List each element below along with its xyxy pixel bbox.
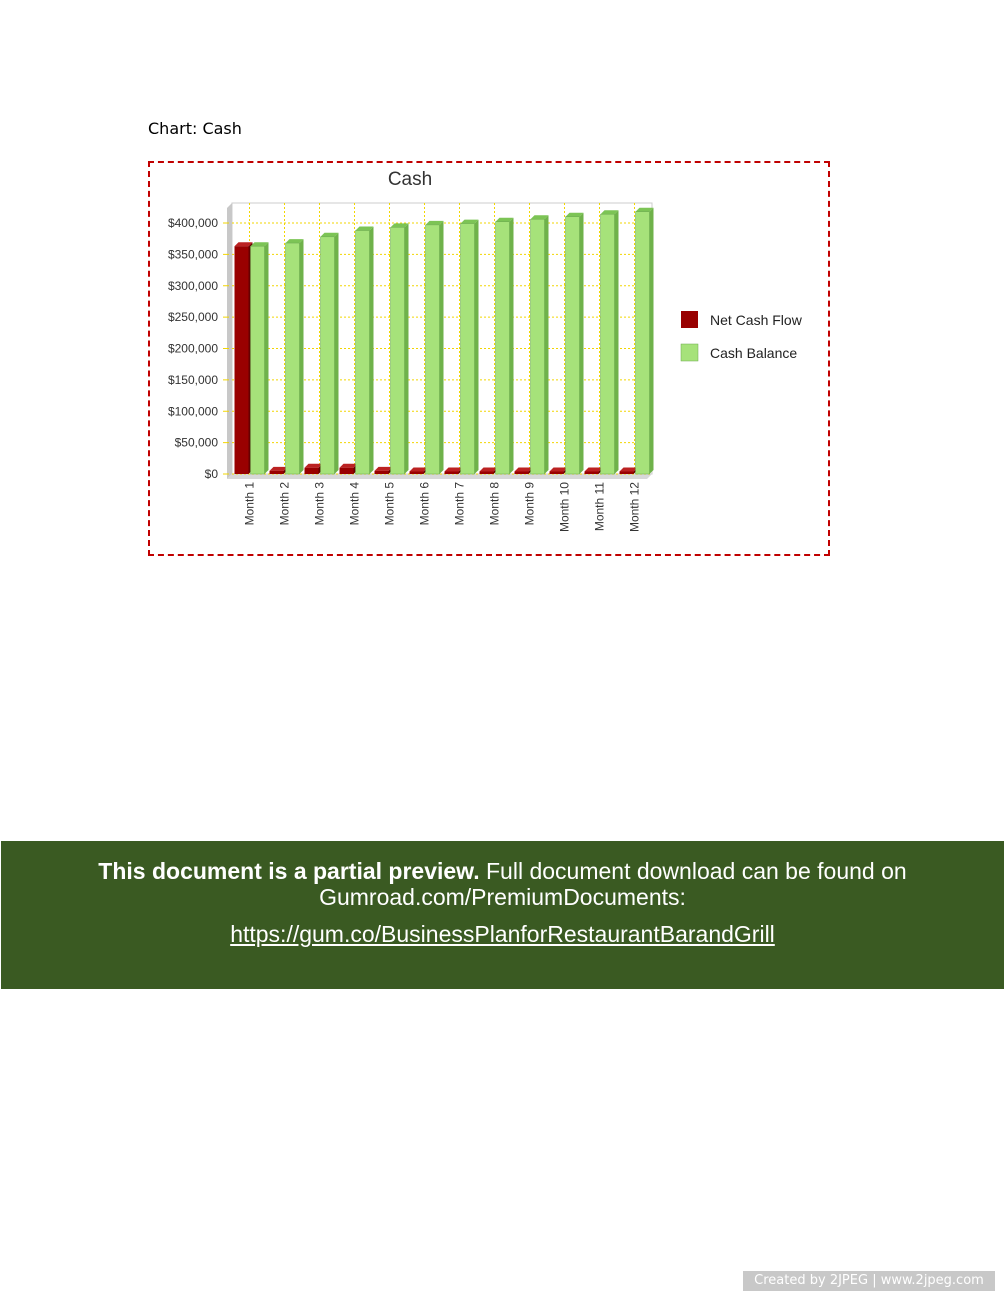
- net-cash-flow-bar: [410, 471, 424, 474]
- net-cash-flow-bar: [445, 471, 459, 474]
- y-tick-label: $100,000: [167, 404, 218, 419]
- x-tick-label: Month 1: [242, 482, 257, 526]
- cash-balance-bar-side: [545, 215, 549, 474]
- x-tick-label: Month 12: [627, 482, 642, 533]
- download-link[interactable]: https://gum.co/BusinessPlanforRestaurantBarandGrill: [230, 921, 775, 947]
- chart-title: Cash: [387, 169, 433, 190]
- chart-caption: Chart: Cash: [148, 119, 242, 138]
- cash-balance-bar-side: [475, 220, 479, 474]
- net-cash-flow-bar: [480, 471, 494, 474]
- net-cash-flow-bar: [585, 471, 599, 474]
- cash-balance-bar-side: [440, 221, 444, 474]
- cash-balance-bar: [426, 225, 440, 474]
- cash-balance-bar: [286, 243, 300, 474]
- x-tick-label: Month 5: [382, 482, 397, 526]
- cash-balance-bar-side: [265, 242, 269, 474]
- x-tick-label: Month 4: [347, 482, 362, 526]
- x-tick-label: Month 3: [312, 482, 327, 526]
- cash-balance-bar: [601, 214, 615, 474]
- net-cash-flow-bar: [305, 468, 319, 474]
- banner-text-rest: Full document download can be found on: [479, 858, 907, 884]
- net-cash-flow-bar: [375, 471, 389, 474]
- net-cash-flow-bar: [270, 471, 284, 474]
- legend-swatch-net-cash-flow: [681, 311, 698, 328]
- net-cash-flow-bar: [235, 246, 249, 474]
- cash-balance-bar: [251, 246, 265, 474]
- cash-balance-bar-side: [405, 223, 409, 474]
- cash-balance-bar-side: [370, 227, 374, 474]
- cash-balance-bar-side: [580, 213, 584, 474]
- cash-balance-bar-side: [615, 210, 619, 474]
- watermark: Created by 2JPEG | www.2jpeg.com: [743, 1271, 995, 1291]
- x-tick-label: Month 7: [452, 482, 467, 526]
- cash-balance-bar-side: [650, 208, 654, 474]
- y-tick-label: $150,000: [167, 372, 218, 387]
- chart-frame: [148, 161, 830, 556]
- banner-text-line2: Gumroad.com/PremiumDocuments:: [319, 884, 686, 910]
- x-tick-label: Month 11: [592, 482, 607, 532]
- banner-text: [1, 858, 1004, 910]
- cash-balance-bar-side: [300, 239, 304, 474]
- preview-banner: [1, 841, 1004, 989]
- y-tick-label: $400,000: [167, 216, 218, 230]
- y-tick-label: $50,000: [174, 435, 218, 450]
- x-tick-label: Month 8: [487, 482, 502, 526]
- cash-balance-bar-side: [335, 233, 339, 474]
- plot-left-wall: [227, 203, 232, 479]
- y-tick-label: $0: [204, 467, 218, 481]
- cash-balance-bar: [566, 217, 580, 474]
- cash-balance-bar: [391, 227, 405, 474]
- cash-balance-bar-side: [510, 218, 514, 474]
- net-cash-flow-bar: [515, 471, 529, 474]
- cash-balance-bar: [531, 219, 545, 474]
- cash-balance-bar: [356, 231, 370, 474]
- legend-label-cash-balance: Cash Balance: [710, 345, 798, 361]
- cash-chart: [150, 163, 828, 554]
- y-tick-label: $300,000: [167, 278, 218, 293]
- y-tick-label: $200,000: [167, 341, 218, 356]
- cash-balance-bar: [636, 212, 650, 474]
- legend-label-net-cash-flow: Net Cash Flow: [710, 312, 802, 328]
- net-cash-flow-bar: [340, 468, 354, 474]
- net-cash-flow-bar: [620, 471, 634, 474]
- banner-bold-text: This document is a partial preview.: [98, 858, 480, 884]
- cash-balance-bar: [461, 224, 475, 474]
- x-tick-label: Month 9: [522, 482, 537, 526]
- x-tick-label: Month 10: [557, 482, 572, 533]
- x-tick-label: Month 2: [277, 482, 292, 526]
- plot-floor: [227, 474, 652, 479]
- cash-balance-bar: [496, 222, 510, 474]
- cash-balance-bar: [321, 237, 335, 474]
- y-tick-label: $350,000: [167, 247, 218, 262]
- y-tick-label: $250,000: [167, 310, 218, 325]
- x-tick-label: Month 6: [417, 482, 432, 526]
- legend-swatch-cash-balance: [681, 344, 698, 361]
- net-cash-flow-bar: [550, 471, 564, 474]
